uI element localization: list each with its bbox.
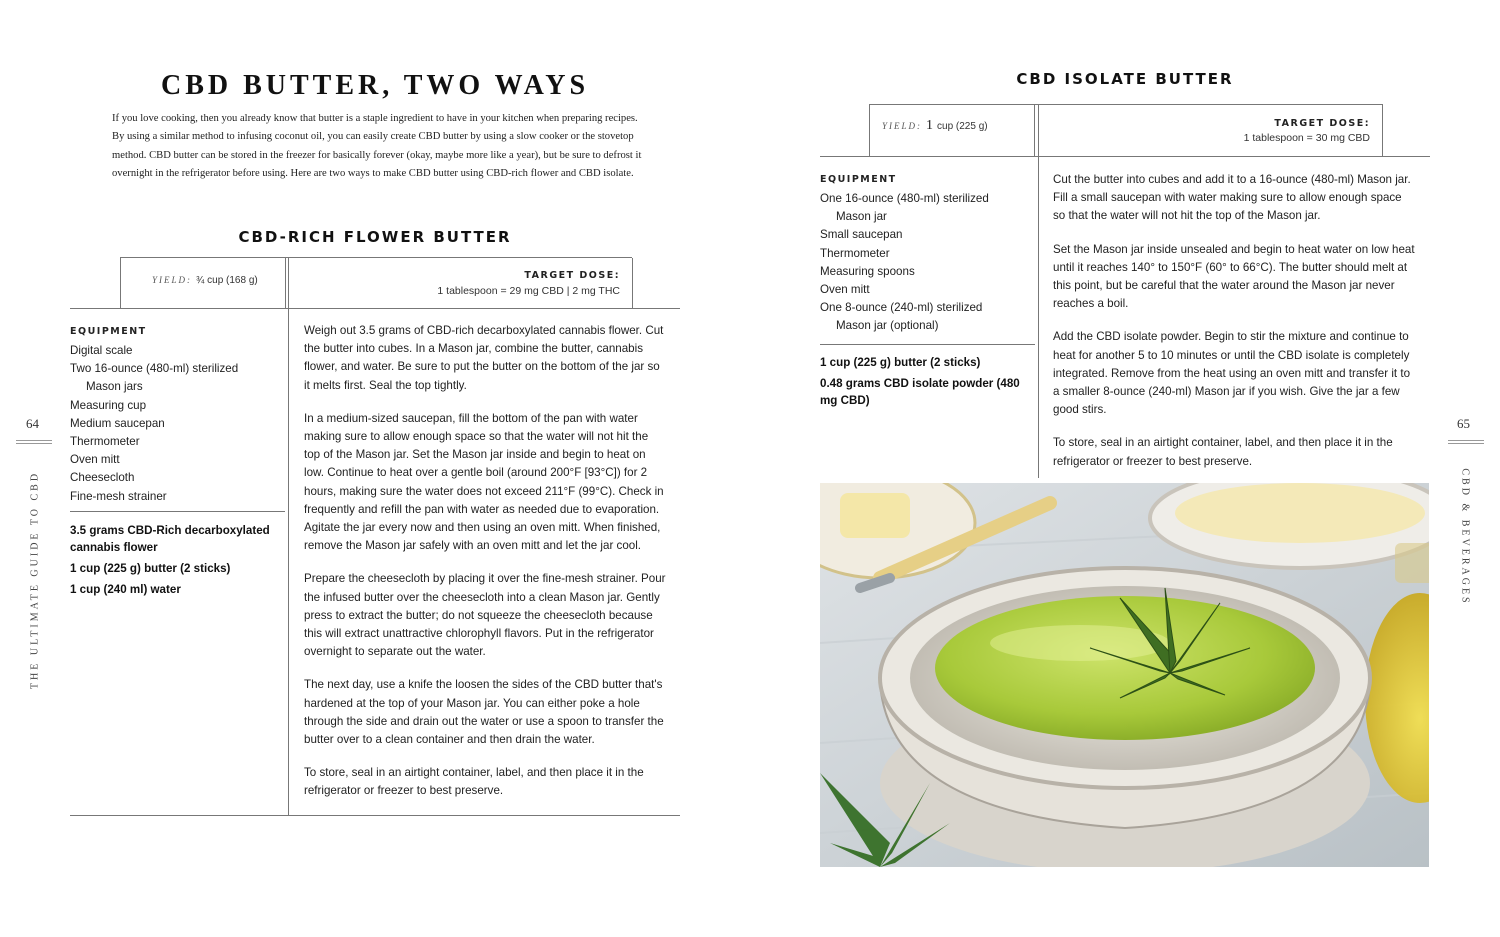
equipment-item: Mason jar xyxy=(836,210,887,224)
photo-illustration xyxy=(820,483,1429,867)
equipment-item: Oven mitt xyxy=(820,283,870,297)
equipment-item: Cheesecloth xyxy=(70,471,135,485)
running-head: THE ULTIMATE GUIDE TO CBD xyxy=(29,470,41,690)
running-head: CBD & BEVERAGES xyxy=(1459,468,1471,606)
equipment-heading: EQUIPMENT xyxy=(820,174,897,185)
yield-label: YIELD: xyxy=(152,275,193,285)
step-paragraph: The next day, use a knife the loosen the sides of the CBD butter that's hardened at the top of your Mason jar. You can either poke a hole through the side and drain out the water or use a spoon to transfer the butter over to a clean container and then drain the water. xyxy=(304,678,664,747)
equipment-item: Digital scale xyxy=(70,344,133,357)
step-paragraph: To store, seal in an airtight container, label, and then place it in the refrigerator or freezer to best preserve. xyxy=(304,766,644,798)
step-paragraph: Add the CBD isolate powder. Begin to stir the mixture and continue to heat for another 5 to 10 minutes or until the CBD isolate is completely integrated. Remove from the heat using an oven mitt and transfer it to a smaller 8-ounce (240-ml) Mason jar if you wish. Give the jar a few good stirs. xyxy=(1053,330,1411,417)
equipment-list xyxy=(70,342,280,506)
page-number: 65 xyxy=(1457,416,1470,431)
target-dose-label: TARGET DOSE: xyxy=(1274,118,1370,129)
column-divider xyxy=(1038,104,1039,478)
step-paragraph: Set the Mason jar inside unsealed and begin to heat water on low heat until it reaches 140° to 150°F (60° to 66°C). The butter should melt at this point, but be careful that the water around the Mason jar never reaches a boil. xyxy=(1053,242,1415,311)
equipment-item: One 8-ounce (240-ml) sterilized xyxy=(820,301,983,315)
butter-bowl-photo xyxy=(820,483,1429,867)
box-divider xyxy=(1034,104,1035,156)
margin-rule xyxy=(1448,443,1484,444)
recipe-title-isolate: CBD ISOLATE BUTTER xyxy=(1016,70,1234,88)
equipment-list xyxy=(820,190,1030,336)
ingredient-item: 3.5 grams CBD-Rich decarboxylated cannabis flower xyxy=(70,524,270,554)
recipe-steps xyxy=(1053,171,1415,486)
step-paragraph: Cut the butter into cubes and add it to a 16-ounce (480-ml) Mason jar. Fill a small saucepan with water making sure to allow enough space so that the water will not hit the top of the Mason jar. xyxy=(1053,173,1411,223)
page-title: CBD BUTTER, TWO WAYS xyxy=(160,70,590,101)
yield-value: cup (225 g) xyxy=(937,121,988,132)
equipment-item: Mason jars xyxy=(86,380,143,394)
equipment-item: Fine-mesh strainer xyxy=(70,489,167,503)
section-divider xyxy=(70,815,680,816)
step-paragraph: Prepare the cheesecloth by placing it over the fine-mesh strainer. Pour the infused butter over the cheesecloth into a clean Mason jar. Gently press to extract the butter; do not squeeze the cheesecloth because this will extract unattractive chlorophyll flavors. Put in the refrigerator overnight to separate out the water. xyxy=(304,572,666,659)
equipment-item: Small saucepan xyxy=(820,228,903,242)
ingredients-list xyxy=(820,354,1020,413)
target-dose-value: 1 tablespoon = 30 mg CBD xyxy=(1243,132,1370,144)
equipment-item: Thermometer xyxy=(70,435,140,449)
equipment-item: Two 16-ounce (480-ml) sterilized xyxy=(70,362,239,376)
step-paragraph: Weigh out 3.5 grams of CBD-rich decarboxylated cannabis flower. Cut the butter into cubes. In a Mason jar, combine the butter, cannabis flower, and water. Be sure to put the butter on the bottom of the jar so it melts first. Seal the top tightly. xyxy=(304,324,664,392)
yield-block xyxy=(152,270,258,288)
equipment-item: One 16-ounce (480-ml) sterilized xyxy=(820,192,989,205)
yield-label: YIELD: xyxy=(882,121,923,131)
box-divider xyxy=(285,258,286,308)
step-paragraph: In a medium-sized saucepan, fill the bottom of the pan with water making sure to allow enough space so that the water will not hit the top of the Mason jar. Set the Mason jar inside and begin to heat on low. Continue to heat over a gentle boil (around 200°F [93°C]) for 2 hours, making sure the water does not exceed 211°F (99°C). Check in frequently and refill the pan with water as needed due to evaporation. Agitate the jar every now and then using an oven mitt. When finished, remove the Mason jar safely with an oven mitt and let the jar cool. xyxy=(304,411,664,553)
box-divider xyxy=(869,104,1382,105)
equipment-heading: EQUIPMENT xyxy=(70,326,147,337)
step-paragraph: To store, seal in an airtight container, label, and then place it in the refrigerator or freezer to best preserve. xyxy=(1053,436,1393,468)
target-dose-label: TARGET DOSE: xyxy=(524,270,620,281)
ingredient-item: 1 cup (240 ml) water xyxy=(70,583,181,596)
yield-value-number: 1 xyxy=(926,118,934,133)
equipment-item: Mason jar (optional) xyxy=(836,319,939,333)
equipment-item: Thermometer xyxy=(820,246,890,260)
section-divider xyxy=(70,511,285,512)
margin-rule xyxy=(16,443,52,444)
yield-value: ¾ cup (168 g) xyxy=(196,275,258,286)
section-divider xyxy=(70,308,680,309)
ingredient-item: 1 cup (225 g) butter (2 sticks) xyxy=(820,356,981,369)
recipe-title-flower: CBD-RICH FLOWER BUTTER xyxy=(238,228,512,246)
yield-block xyxy=(882,116,988,134)
ingredients-list xyxy=(70,522,270,602)
equipment-item: Oven mitt xyxy=(70,453,120,467)
ingredient-item: 0.48 grams CBD isolate powder (480 mg CBD) xyxy=(820,377,1020,407)
column-divider xyxy=(288,258,289,816)
target-dose-value: 1 tablespoon = 29 mg CBD | 2 mg THC xyxy=(437,285,620,297)
margin-rule xyxy=(1448,440,1484,441)
box-divider xyxy=(120,258,121,308)
section-divider xyxy=(820,344,1035,345)
equipment-item: Medium saucepan xyxy=(70,416,165,430)
page-number: 64 xyxy=(26,416,39,431)
box-divider xyxy=(1382,104,1383,156)
box-divider xyxy=(120,257,632,258)
box-divider xyxy=(632,258,633,308)
equipment-item: Measuring spoons xyxy=(820,264,915,278)
section-divider xyxy=(820,156,1430,157)
recipe-steps xyxy=(304,322,666,816)
margin-rule xyxy=(16,440,52,441)
ingredient-item: 1 cup (225 g) butter (2 sticks) xyxy=(70,562,231,575)
intro-paragraph: If you love cooking, then you already know that butter is a staple ingredient to have in your kitchen when preparing recipes. By using a similar method to infusing coconut oil, you can easily create CBD butter by using a slow cooker or the stovetop method. CBD butter can be stored in the freezer for basically forever (okay, maybe more like a year), but be sure to defrost it overnight in the refrigerator before using. Here are two ways to make CBD butter using CBD-rich flower and CBD isolate. xyxy=(112,113,642,180)
box-divider xyxy=(869,104,870,156)
equipment-item: Measuring cup xyxy=(70,398,147,412)
